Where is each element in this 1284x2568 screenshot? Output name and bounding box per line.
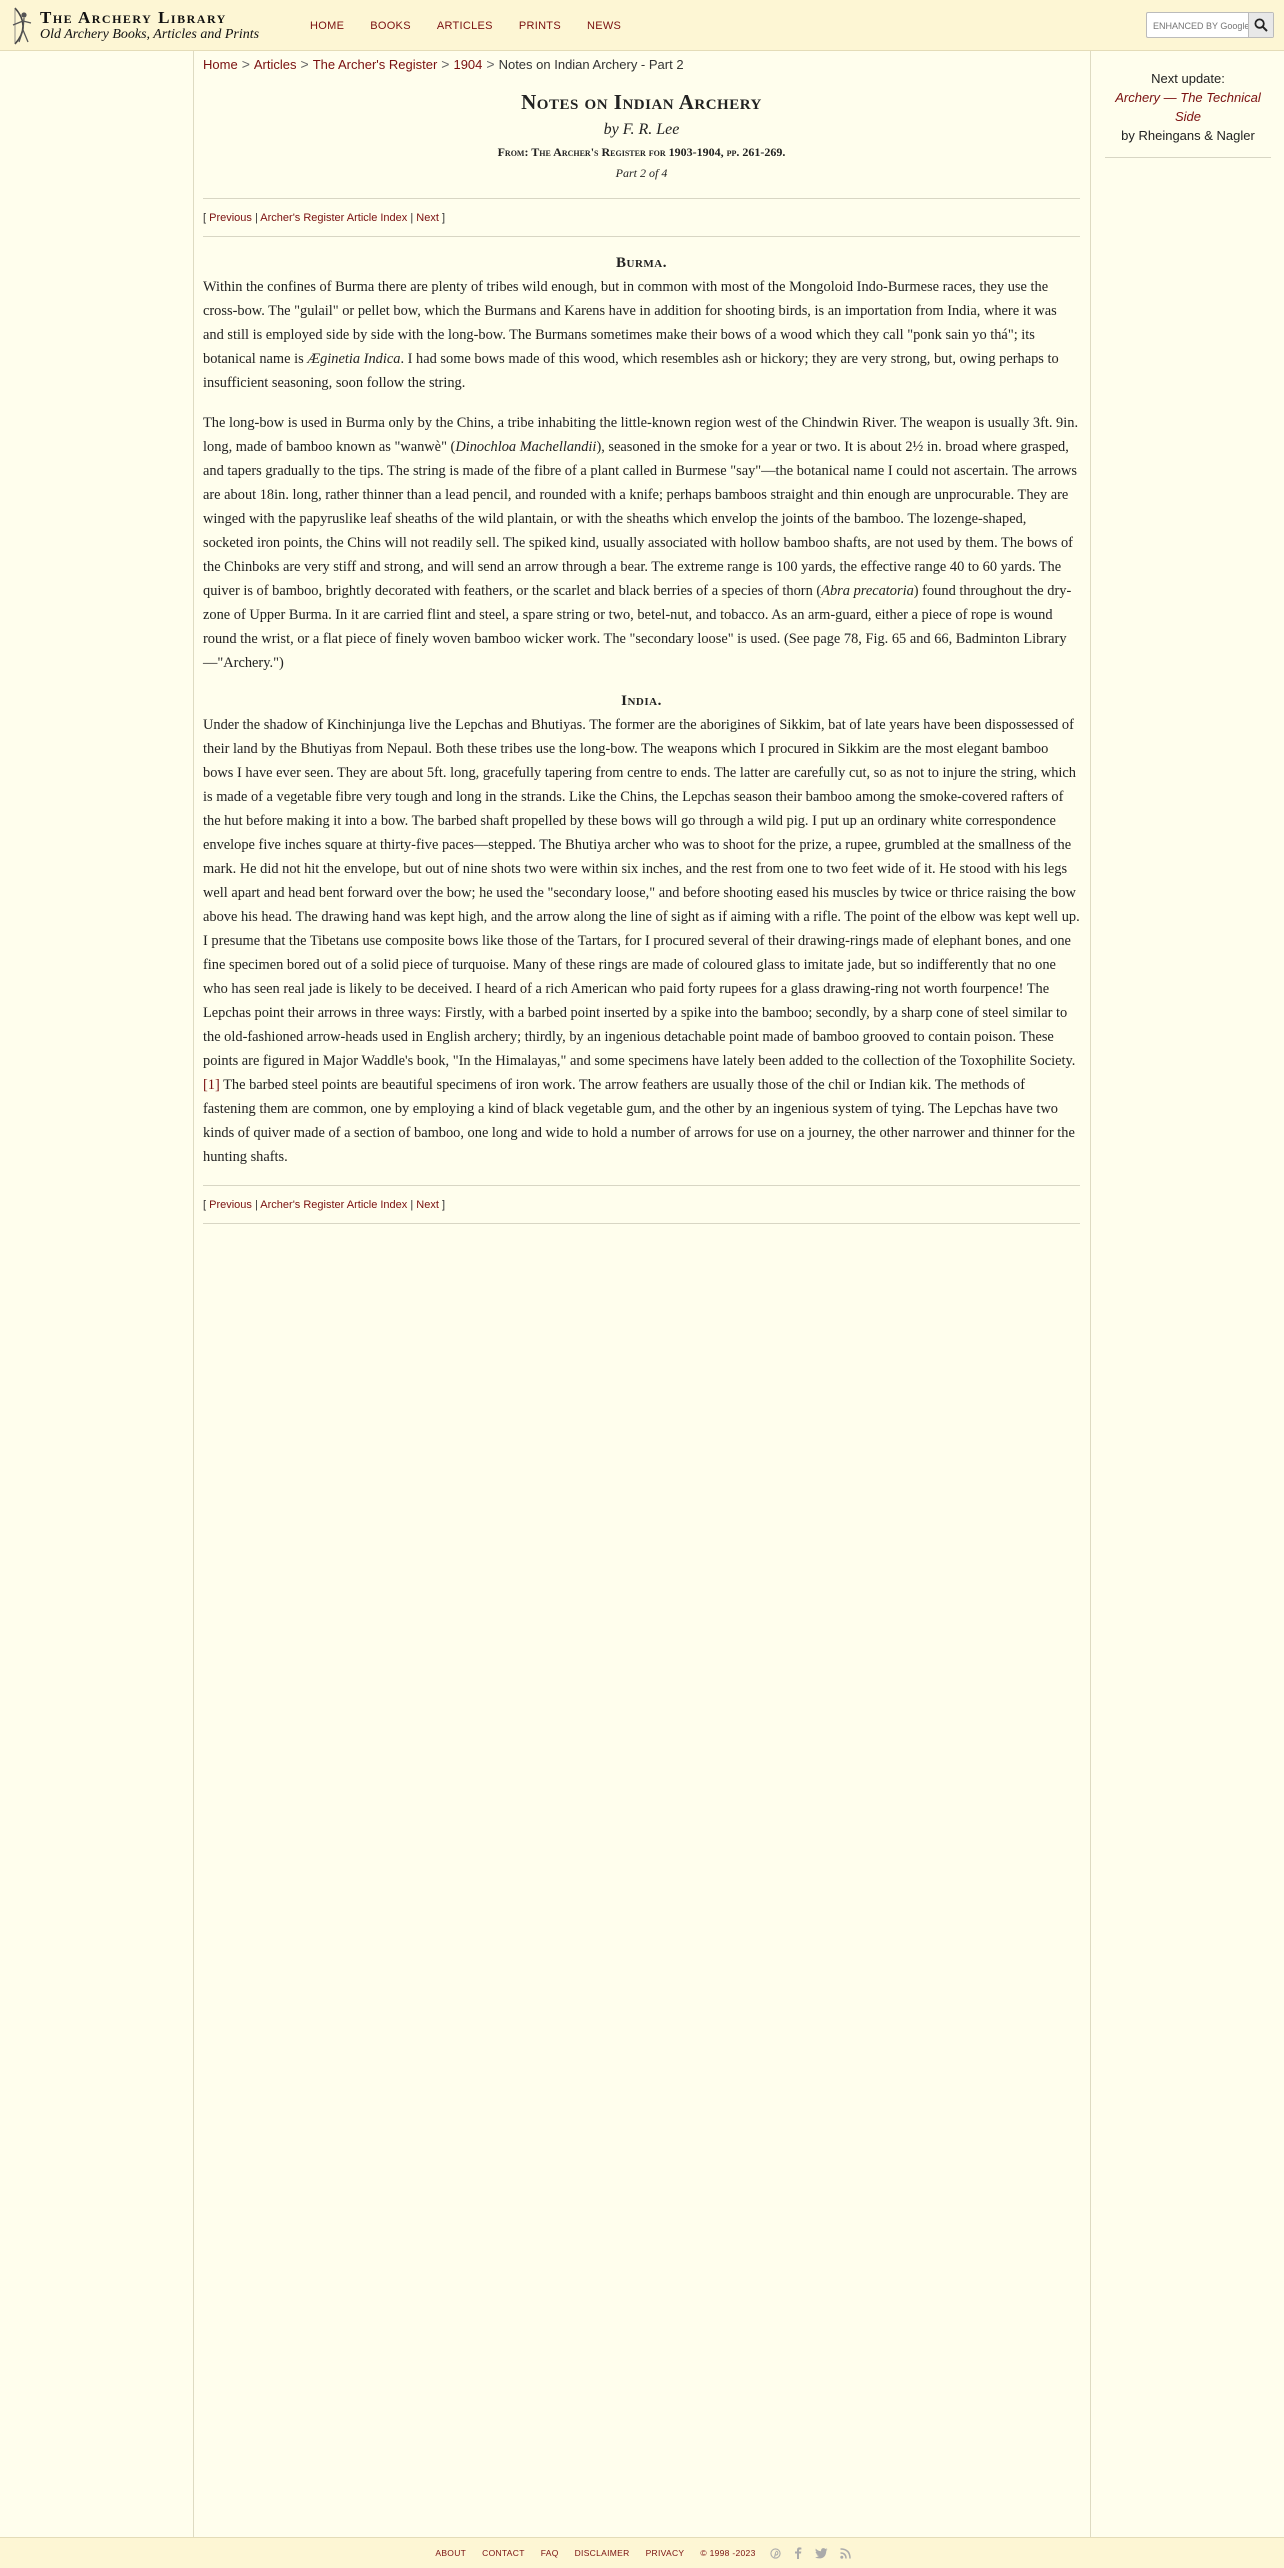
footer-privacy[interactable]: PRIVACY [645, 2548, 685, 2558]
article-index-link[interactable]: Archer's Register Article Index [260, 212, 408, 224]
main-content [203, 51, 1080, 1224]
site-title[interactable]: The Archery Library [40, 8, 227, 27]
next-update-label: Next update: [1151, 71, 1225, 86]
breadcrumb-current: Notes on Indian Archery - Part 2 [498, 57, 684, 72]
paragraph-text: Under the shadow of Kinchinjunga live the Lepchas and Bhutiyas. The former are the aborigines of Sikkim, bat of late years have been dispossessed of their land by the Bhutiyas from Nepaul. Both these tribes use the long-bow. The weapons which I procured in Sikkim are the most elegant bamboo bows I have ever seen. They are about 5ft. long, gracefully tapering from centre to ends. The latter are carefully cut, so as not to injure the string, which is made of a vegetable fibre very tough and long in the strands. Like the Chins, the Lepchas season their bamboo among the smoke-covered rafters of the hut before making it into a bow. The barbed shaft propelled by these bows will go through a wild pig. I put up an ordinary white correspondence envelope five inches square at thirty-five paces—stepped. The Bhutiya archer who was to shoot for the prize, a rupee, grumbled at the smallness of the mark. He did not hit the envelope, but out of nine shots two were within six inches, and the rest from one to two feet wide of it. He stood with his legs well apart and head bent forward over the bow; he used the "secondary loose," and before shooting eased his muscles by twice or thrice raising the bow above his head. The drawing hand was kept high, and the arrow along the line of sight as if aiming with a rifle. The point of the elbow was kept well up. I presume that the Tibetans use composite bows like those of the Tartars, for I procured several of their drawing-rings made of elephant bones, and one fine specimen bored out of a solid piece of turquoise. Many of these rings are made of coloured glass to imitate jade, but so indifferently that no one who has seen real jade is likely to be deceived. I heard of a rich American who paid forty rupees for a glass drawing-ring not worth fourpence! The Lepchas point their arrows in three ways: Firstly, with a barbed point inserted by a spike into the bamboo; secondly, by a sharp cone of steel similar to the old-fashioned arrow-heads used in English archery; thirdly, by an ingenious detachable point made of bamboo grooved to contain poison. These points are figured in Major Waddle's book, "In the Himalayas," and some specimens have lately been added to the collection of the Toxophilite Society. [203, 717, 1080, 1069]
breadcrumb-articles[interactable]: Articles [253, 57, 297, 72]
divider [203, 1223, 1080, 1224]
site-tagline: Old Archery Books, Articles and Prints [40, 27, 260, 42]
section-title-india: India. [621, 693, 662, 709]
footer-disclaimer[interactable]: DISCLAIMER [574, 2548, 630, 2558]
pager-bottom: [ Previous | Archer's Register Article Index | Next ] [203, 1199, 446, 1211]
previous-link[interactable]: Previous [209, 212, 252, 224]
nav-articles[interactable]: ARTICLES [436, 20, 493, 32]
paragraph-text: ), seasoned in the smoke for a year or two. It is about 2½ in. broad where grasped, and tapers gradually to the tips. The string is made of the fibre of a plant called in Burmese "say"—the botanical name I could not ascertain. The arrows are about 18in. long, rather thinner than a lead pencil, and rounded with a knife; perhaps bamboos straight and thin enough are unprocurable. They are winged with the papyruslike leaf sheaths of the wild plantain, or with the sheaths which envelop the joints of the bamboo. The lozenge-shaped, socketed iron points, the Chins will not readily sell. The spiked kind, usually associated with hollow bamboo shafts, are not used by them. The bows of the Chinboks are very stiff and strong, and will send an arrow through a bear. The extreme range is 100 yards, the effective range 40 to 60 yards. The quiver is of bamboo, brightly decorated with feathers, or the scarlet and black berries of a species of thorn ( [203, 439, 1077, 599]
breadcrumb-separator: > [441, 56, 450, 72]
paragraph-1 [203, 275, 1080, 395]
breadcrumb [203, 56, 1080, 72]
search-input[interactable] [1151, 17, 1251, 35]
site-footer [0, 2537, 1284, 2568]
nav-prints[interactable]: PRINTS [518, 20, 561, 32]
breadcrumb-home[interactable]: Home [203, 57, 238, 72]
breadcrumb-separator: > [241, 56, 250, 72]
nav-home[interactable]: HOME [310, 20, 345, 32]
divider [203, 236, 1080, 237]
paragraph-3 [203, 713, 1080, 1169]
pager-top: [ Previous | Archer's Register Article Index | Next ] [203, 212, 446, 224]
section-title-burma: Burma. [616, 255, 667, 271]
breadcrumb-1904[interactable]: 1904 [453, 57, 483, 72]
next-update-link[interactable]: Archery — The Technical Side [1115, 90, 1261, 124]
left-column [0, 51, 194, 2537]
article-title: Notes on Indian Archery [521, 90, 762, 114]
facebook-icon[interactable] [793, 2547, 803, 2559]
botanical-name: Abra precatoria [821, 583, 914, 599]
article-part: Part 2 of 4 [615, 166, 668, 180]
paragraph-text: The long-bow is used in Burma only by the Chins, a tribe inhabiting the little-known region west of the Chindwin River. The weapon is usually 3ft. 9in. long, made of bamboo known as "wanwè" ( [203, 415, 1079, 455]
next-link[interactable]: Next [416, 1199, 439, 1211]
previous-link[interactable]: Previous [209, 1199, 252, 1211]
botanical-name: Æginetia Indica [307, 351, 401, 367]
search-box [1146, 12, 1274, 38]
main-nav [310, 20, 647, 32]
paragraph-text: . I had some bows made of this wood, which resembles ash or hickory; they are very strong, but, owing perhaps to insufficient seasoning, soon follow the string. [203, 351, 1059, 391]
nav-books[interactable]: BOOKS [370, 20, 411, 32]
botanical-name: Dinochloa Machellandii [455, 439, 597, 455]
footer-copyright: © 1998 -2023 [700, 2548, 756, 2558]
footer-about[interactable]: ABOUT [435, 2548, 467, 2558]
rss-icon[interactable] [840, 2548, 851, 2559]
breadcrumb-archers-register[interactable]: The Archer's Register [312, 57, 438, 72]
article-header [203, 90, 1080, 181]
paragraph-text: The barbed steel points are beautiful specimens of iron work. The arrow feathers are usually those of the chil or Indian kik. The methods of fastening them are common, one by employing a kind of black vegetable gum, and the other by an ingenious system of tying. The Lepchas have two kinds of quiver made of a section of bamboo, one long and wide to hold a number of arrows for use on a journey, the other narrower and thinner for the hunting shafts. [203, 1077, 1075, 1165]
breadcrumb-separator: > [486, 56, 495, 72]
article-index-link[interactable]: Archer's Register Article Index [260, 1199, 408, 1211]
paragraph-text: ) found throughout the dry-zone of Upper Burma. In it are carried flint and steel, a spare string or two, betel-nut, and tobacco. As an arm-guard, either a piece of rope is wound round the wrist, or a flat piece of finely woven bamboo wicker work. The "secondary loose" is used. (See page 78, Fig. 65 and 66, Badminton Library —"Archery.") [203, 583, 1072, 671]
pinterest-icon[interactable] [770, 2548, 781, 2559]
article-author: by F. R. Lee [603, 121, 680, 138]
divider [1105, 157, 1271, 158]
breadcrumb-separator: > [300, 56, 309, 72]
paragraph-text: Within the confines of Burma there are plenty of tribes wild enough, but in common with most of the Mongoloid Indo-Burmese races, they use the cross-bow. The "gulail" or pellet bow, which the Burmans and Karens have in addition for shooting birds, is an importation from India, where it was and still is employed side by side with the long-bow. The Burmans sometimes make their bows of a wood which they call "ponk sain yo thá"; its botanical name is [203, 279, 1057, 367]
twitter-icon[interactable] [815, 2548, 828, 2559]
nav-news[interactable]: NEWS [586, 20, 622, 32]
footnote-link[interactable]: [1] [203, 1077, 220, 1093]
footer-contact[interactable]: CONTACT [482, 2548, 525, 2558]
next-update-author: by Rheingans & Nagler [1121, 128, 1255, 143]
next-update-box [1091, 69, 1284, 145]
site-header [0, 0, 1284, 51]
search-button[interactable] [1248, 13, 1273, 37]
archer-logo-icon[interactable] [9, 6, 35, 46]
right-sidebar [1090, 51, 1284, 2537]
search-icon [1254, 18, 1268, 32]
article-source: From: The Archer's Register for 1903-1904, pp. 261-269. [497, 145, 786, 159]
next-link[interactable]: Next [416, 212, 439, 224]
paragraph-2 [203, 411, 1080, 675]
footer-faq[interactable]: FAQ [540, 2548, 559, 2558]
